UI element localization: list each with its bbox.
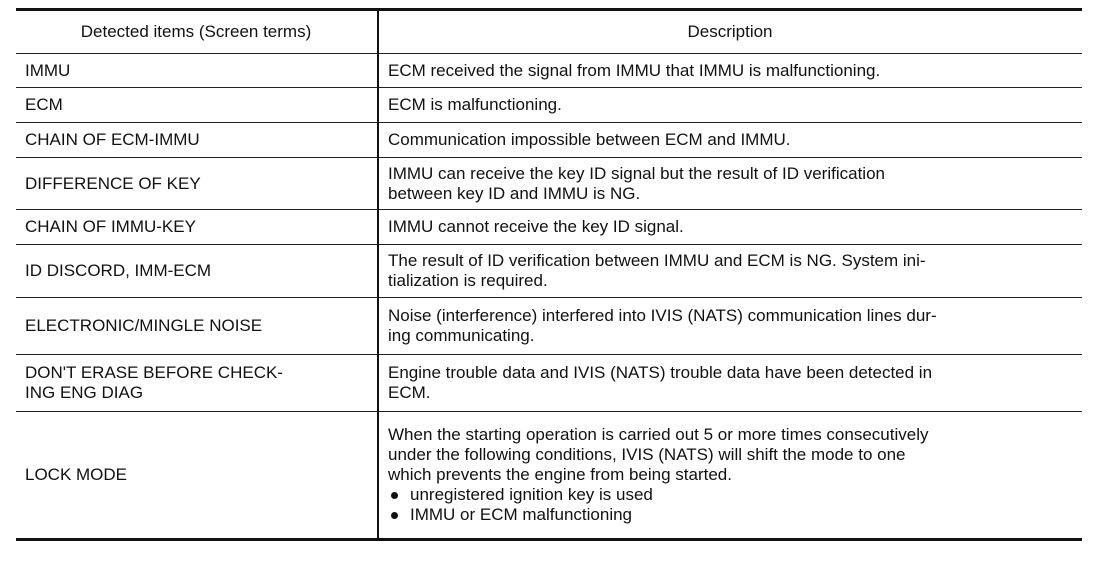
diagnosis-table-container	[16, 8, 1082, 541]
description-cell	[378, 245, 1082, 298]
description-cell	[378, 298, 1082, 355]
description-cell	[378, 158, 1082, 210]
description-line: IMMU can receive the key ID signal but the result of ID verification	[388, 163, 885, 183]
item-cell: LOCK MODE	[16, 412, 378, 538]
description-line: The result of ID verification between IMMU and ECM is NG. System ini-	[388, 251, 926, 270]
table-row	[16, 245, 1082, 298]
description-cell: Communication impossible between ECM and IMMU.	[378, 123, 1082, 158]
item-cell: CHAIN OF ECM-IMMU	[16, 123, 378, 158]
table-row	[16, 54, 1082, 88]
table-row	[16, 123, 1082, 158]
item-line: DON'T ERASE BEFORE CHECK-	[25, 363, 283, 382]
description-line: under the following conditions, IVIS (NATS) will shift the mode to one	[388, 444, 906, 464]
table-row	[16, 412, 1082, 538]
item-cell: ECM	[16, 88, 378, 123]
item-cell: ELECTRONIC/MINGLE NOISE	[16, 298, 378, 355]
description-cell: ECM is malfunctioning.	[378, 88, 1082, 123]
item-cell: ID DISCORD, IMM-ECM	[16, 245, 378, 298]
description-cell: ECM received the signal from IMMU that IMMU is malfunctioning.	[378, 54, 1082, 88]
table-row	[16, 158, 1082, 210]
condition-list	[388, 485, 1072, 525]
description-line: ing communicating.	[388, 326, 535, 345]
table-row	[16, 355, 1082, 412]
table-header-row	[16, 11, 1082, 54]
description-line: between key ID and IMMU is NG.	[388, 183, 641, 203]
table-row	[16, 88, 1082, 123]
table-row	[16, 210, 1082, 245]
description-line: tialization is required.	[388, 271, 548, 290]
header-detected-items: Detected items (Screen terms)	[16, 11, 378, 54]
description-cell: IMMU cannot receive the key ID signal.	[378, 210, 1082, 245]
list-item: IMMU or ECM malfunctioning	[388, 505, 1072, 525]
description-line: ECM.	[388, 383, 431, 402]
description-line: Engine trouble data and IVIS (NATS) trouble data have been detected in	[388, 363, 933, 382]
description-line: When the starting operation is carried out 5 or more times consecutively	[388, 424, 929, 444]
description-line: Noise (interference) interfered into IVIS (NATS) communication lines dur-	[388, 306, 937, 325]
detected-items-table	[16, 11, 1082, 538]
description-cell	[378, 355, 1082, 412]
description-line: which prevents the engine from being started.	[388, 464, 732, 484]
table-row	[16, 298, 1082, 355]
item-line: ING ENG DIAG	[25, 383, 144, 402]
item-cell: CHAIN OF IMMU-KEY	[16, 210, 378, 245]
description-cell	[378, 412, 1082, 538]
bottom-rule	[16, 538, 1082, 541]
item-cell: DIFFERENCE OF KEY	[16, 158, 378, 210]
item-cell	[16, 355, 378, 412]
item-cell: IMMU	[16, 54, 378, 88]
header-description: Description	[378, 11, 1082, 54]
list-item: unregistered ignition key is used	[388, 485, 1072, 505]
